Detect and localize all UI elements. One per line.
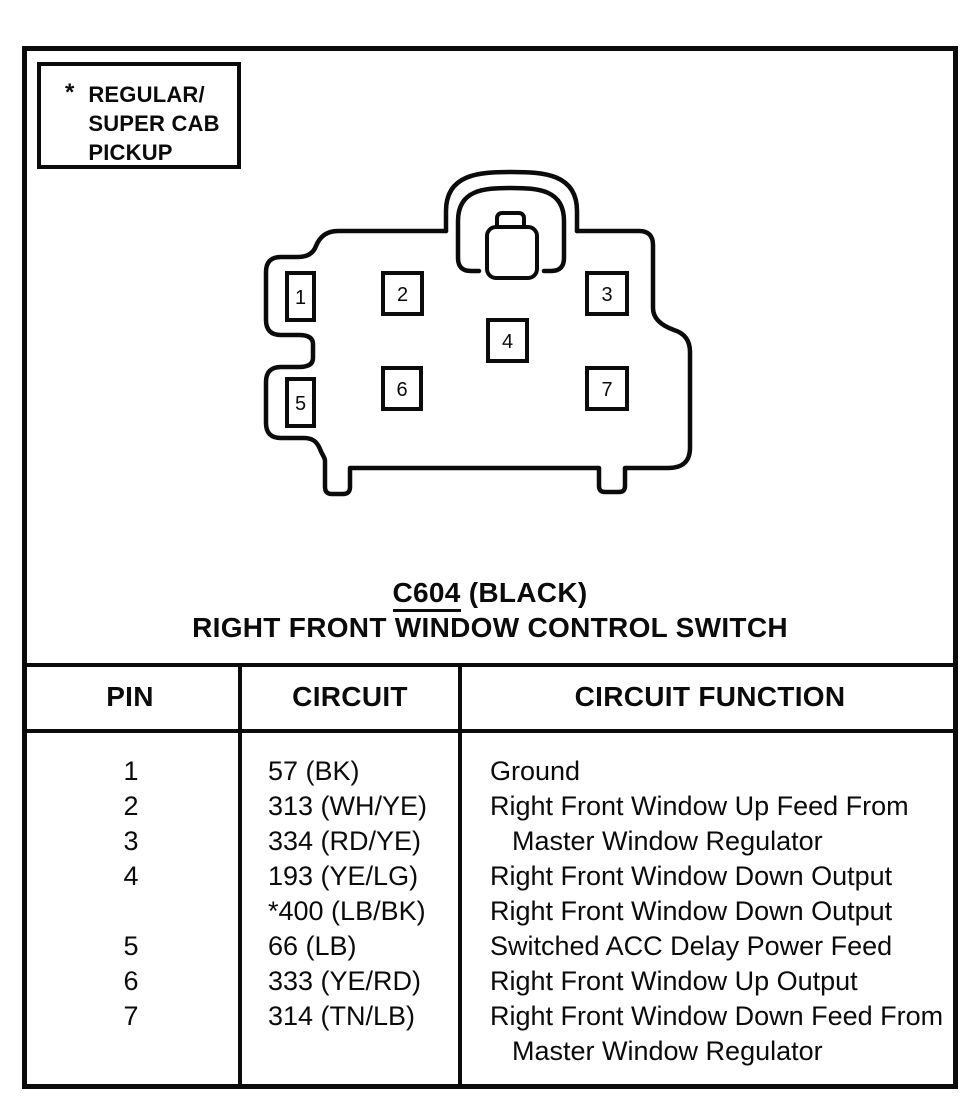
- circuit-cell: 313 (WH/YE): [268, 791, 428, 821]
- function-cell: Ground: [490, 756, 581, 786]
- circuit-cell: 66 (LB): [268, 931, 357, 961]
- pin-cavity-7: [587, 368, 627, 409]
- connector-diagram: [240, 160, 710, 510]
- note-box: [37, 62, 241, 169]
- function-cell: Right Front Window Down Output: [490, 896, 893, 926]
- circuit-cell: 314 (TN/LB): [268, 1001, 416, 1031]
- function-cell: Right Front Window Up Feed From: [490, 791, 909, 821]
- header-circuit-function: CIRCUIT FUNCTION: [574, 681, 846, 712]
- function-cell: Switched ACC Delay Power Feed: [490, 931, 893, 961]
- pin-number: 5: [294, 393, 307, 415]
- pin-cell: 5: [123, 931, 139, 961]
- pin-cavity-5: [287, 379, 314, 426]
- pin-number: 2: [396, 284, 409, 306]
- table-header-top-rule: [22, 663, 958, 667]
- table-line: [22, 999, 954, 1034]
- note-line: PICKUP: [88, 140, 173, 165]
- connector-id: C604: [393, 577, 461, 612]
- table-line: [22, 789, 954, 824]
- pin-cell: 2: [123, 791, 139, 821]
- pin-number: 3: [601, 284, 613, 306]
- header-pin: PIN: [106, 681, 154, 712]
- table-body: [22, 754, 954, 1069]
- table-line: [22, 894, 954, 929]
- note-line: SUPER CAB: [88, 111, 220, 136]
- table-line: [22, 1034, 954, 1069]
- table-line: [22, 824, 954, 859]
- note-text: [88, 80, 219, 165]
- circuit-cell: 193 (YE/LG): [268, 861, 419, 891]
- pin-cell: 7: [123, 1001, 139, 1031]
- pin-cavity-2: [383, 273, 422, 314]
- pin-number: 1: [294, 287, 307, 309]
- latch-body: [487, 227, 537, 278]
- pin-cell: 4: [123, 861, 139, 891]
- pin-cell: 3: [123, 826, 139, 856]
- pin-number: 4: [501, 331, 514, 353]
- circuit-cell: 334 (RD/YE): [268, 826, 422, 856]
- function-cell: Right Front Window Up Output: [490, 966, 858, 996]
- pin-cavity-4: [488, 320, 527, 361]
- function-cell: Master Window Regulator: [512, 1036, 823, 1066]
- asterisk-marker: *: [65, 79, 75, 106]
- header-circuit: CIRCUIT: [292, 681, 408, 712]
- function-cell: Right Front Window Down Feed From: [490, 1001, 944, 1031]
- pin-cavity-1: [287, 273, 314, 320]
- pin-cavity-3: [587, 273, 627, 314]
- table-line: [22, 929, 954, 964]
- circuit-cell: *400 (LB/BK): [268, 896, 426, 926]
- connector-color: (BLACK): [460, 577, 588, 608]
- circuit-cell: 57 (BK): [268, 756, 360, 786]
- pin-number: 7: [601, 379, 613, 401]
- circuit-cell: 333 (YE/RD): [268, 966, 422, 996]
- function-cell: Right Front Window Down Output: [490, 861, 893, 891]
- table-line: [22, 964, 954, 999]
- table-line: [22, 754, 954, 789]
- pin-cell: 6: [123, 966, 139, 996]
- note-line: REGULAR/: [88, 82, 205, 107]
- pin-cavity-6: [383, 368, 421, 409]
- pin-number: 6: [396, 379, 408, 401]
- connector-caption: [22, 577, 958, 609]
- pin-cell: 1: [123, 756, 139, 786]
- table-header-bottom-rule: [22, 729, 958, 733]
- function-cell: Master Window Regulator: [512, 826, 823, 856]
- connector-title: RIGHT FRONT WINDOW CONTROL SWITCH: [192, 612, 788, 643]
- table-line: [22, 859, 954, 894]
